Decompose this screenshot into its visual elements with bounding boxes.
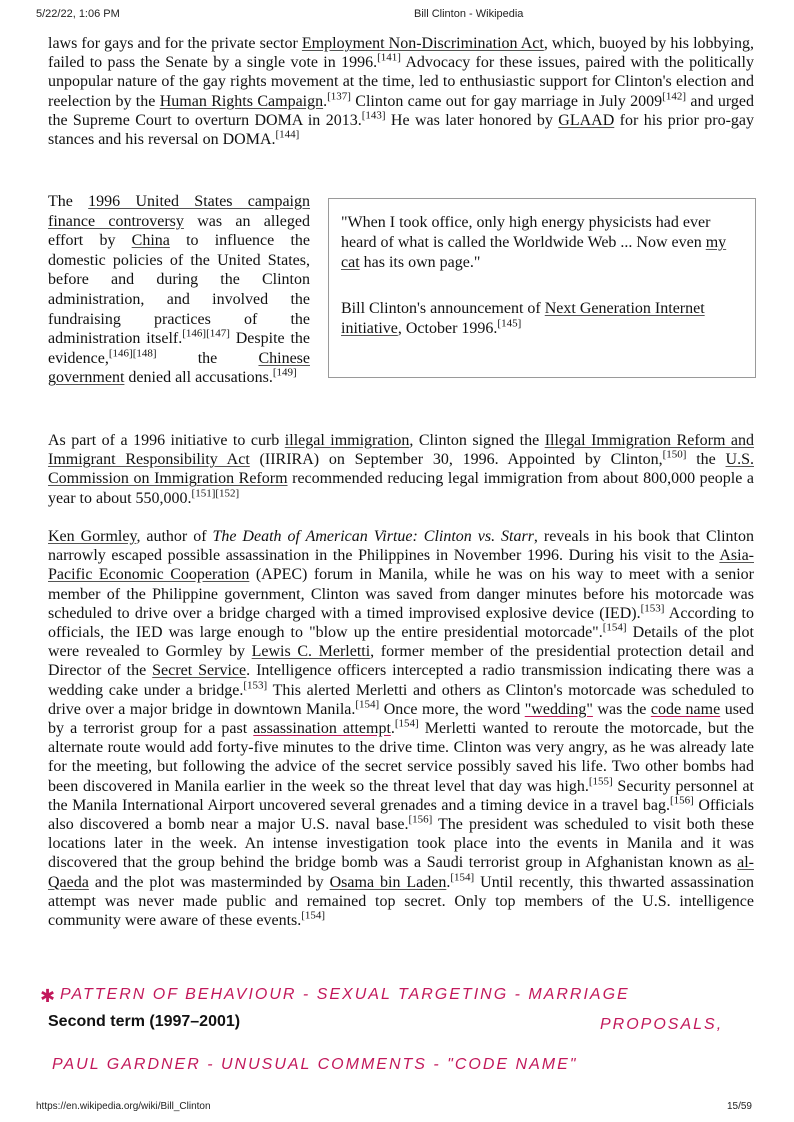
link-commission-immigration-reform[interactable]: U.S. Commission on Immigration Reform — [48, 451, 754, 488]
handwritten-note-line1b: PROPOSALS, — [600, 1016, 724, 1033]
print-page-number: 15/59 — [726, 1101, 752, 1112]
section-heading-second-term: Second term (1997–2001) — [48, 1013, 241, 1030]
ref-155[interactable]: [155] — [588, 775, 613, 788]
ref-142[interactable]: [142] — [662, 90, 686, 103]
link-next-generation-internet[interactable]: Next Generation Internet initiative — [341, 300, 705, 337]
ref-152[interactable]: [152] — [215, 487, 240, 500]
ref-145[interactable]: [145] — [497, 317, 522, 330]
paragraph-immigration: As part of a 1996 initiative to curb illegal immigration, Clinton signed the Illegal Immigration Reform and Immigrant Responsibility Act (IIRIRA) on September 30, 1996. Appointed by Clinton,[150] the U.S. Commission on Immigration Reform recommended reducing legal immigration from about 800,000 people a year to about 550,000.[151][152] — [48, 432, 755, 507]
link-glaad[interactable]: GLAAD — [558, 111, 615, 129]
ref-156b[interactable]: [156] — [408, 813, 433, 826]
link-code-name[interactable]: code name — [650, 700, 721, 718]
book-title: The Death of American Virtue: Clinton vs. Starr — [212, 528, 534, 545]
link-assassination-attempt[interactable]: assassination attempt — [253, 720, 391, 738]
handwritten-note-line2: PAUL GARDNER - UNUSUAL COMMENTS - "CODE NAME" — [52, 1056, 578, 1073]
link-illegal-immigration[interactable]: illegal immigration — [284, 432, 410, 449]
paragraph-campaign-finance: The 1996 United States campaign finance controversy was an alleged effort by China to influence the domestic policies of the United States, before and during the Clinton administration, and involved the fundraising practices of the administration itself.[146][147] Despite the evidence,[146][148] the Chinese government denied all accusations.[149] — [48, 193, 311, 387]
link-chinese-government[interactable]: Chinese government — [48, 349, 310, 387]
ref-149[interactable]: [149] — [272, 367, 297, 380]
link-ken-gormley[interactable]: Ken Gormley — [48, 528, 137, 545]
ref-153b[interactable]: [153] — [243, 679, 268, 692]
ref-156[interactable]: [156] — [669, 794, 694, 807]
link-human-rights-campaign[interactable]: Human Rights Campaign — [159, 92, 324, 110]
word-wedding-highlight: "wedding" — [524, 700, 593, 718]
paragraph-manila-plot: Ken Gormley, author of The Death of American Virtue: Clinton vs. Starr, reveals in his book that Clinton narrowly escaped possible assassination in the Philippines in November 1996. During his visit to the Asia-Pacific Economic Cooperation (APEC) forum in Manila, while he was on his way to meet with a senior member of the Philippine government, Clinton was saved from danger minutes before his motorcade was scheduled to drive over a bridge charged with a timed improvised explosive device (IED).[153] According to officials, the IED was large enough to "blow up the entire presidential motorcade".[154] Details of the plot were revealed to Gormley by Lewis C. Merletti, former member of the presidential protection detail and Director of the Secret Service. Intelligence officers intercepted a radio transmission indicating there was a wedding cake under a bridge.[153] This alerted Merletti and others as Clinton's motorcade was scheduled to drive over a major bridge in downtown Manila.[154] Once more, the word "wedding" was the code name used by a terrorist group for a past assassination attempt.[154] Merletti wanted to reroute the motorcade, but the alternate route would add forty-five minutes to the drive time. Clinton was very angry, as he was already late for the meeting, but following the advice of the secret service possibly saved his life. Two other bombs had been discovered in Manila earlier in the week so the threat level that day was high.[155] Security personnel at the Manila International Airport uncovered several grenades and a timing device in a travel bag.[156] Officials also discovered a bomb near a major U.S. naval base.[156] The president was scheduled to visit both these locations later in the week. An intense investigation took place into the events in Manila and it was discovered that the group behind the bridge bomb was a Saudi terrorist group in Afghanistan known as al-Qaeda and the plot was masterminded by Osama bin Laden.[154] Until recently, this thwarted assassination attempt was never made public and remained top secret. Only top members of the U.S. intelligence community were aware of these events.[154] — [48, 528, 755, 930]
link-lewis-merletti[interactable]: Lewis C. Merletti — [251, 643, 371, 661]
ref-137[interactable]: [137] — [327, 90, 351, 103]
ref-147[interactable]: [147] — [206, 327, 230, 340]
ref-153[interactable]: [153] — [640, 602, 665, 615]
link-campaign-finance-controversy[interactable]: 1996 United States campaign finance controversy — [48, 193, 310, 230]
ref-154[interactable]: [154] — [602, 621, 627, 634]
ref-144[interactable]: [144] — [275, 128, 300, 141]
quote-box — [328, 198, 756, 378]
print-url: https://en.wikipedia.org/wiki/Bill_Clinton — [36, 1101, 211, 1112]
asterisk-annotation-icon: ✱ — [40, 986, 56, 1006]
ref-151[interactable]: [151] — [191, 487, 216, 500]
link-osama-bin-laden[interactable]: Osama bin Laden — [329, 873, 447, 891]
link-al-qaeda[interactable]: al-Qaeda — [48, 854, 754, 891]
ref-154c[interactable]: [154] — [394, 717, 419, 730]
ref-154d[interactable]: [154] — [450, 871, 475, 884]
handwritten-note-line1: PATTERN OF BEHAVIOUR - SEXUAL TARGETING - MARRIAGE — [60, 986, 630, 1003]
link-secret-service[interactable]: Secret Service — [152, 662, 247, 680]
link-apec[interactable]: Asia-Pacific Economic Cooperation — [48, 547, 754, 584]
ref-154e[interactable]: [154] — [301, 909, 326, 922]
link-employment-non-discrimination-act[interactable]: Employment Non-Discrimination Act — [301, 35, 544, 52]
print-page-title: Bill Clinton - Wikipedia — [414, 8, 524, 20]
link-iirira[interactable]: Illegal Immigration Reform and Immigrant Responsibility Act — [48, 432, 755, 469]
ref-146b[interactable]: [146] — [108, 347, 133, 360]
print-date-time: 5/22/22, 1:06 PM — [36, 8, 120, 20]
link-china[interactable]: China — [131, 232, 170, 250]
ref-141[interactable]: [141] — [377, 51, 401, 64]
ref-146[interactable]: [146] — [182, 327, 207, 340]
paragraph-gay-rights: laws for gays and for the private sector Employment Non-Discrimination Act, which, buoyed by his lobbying, failed to pass the Senate by a single vote in 1996.[141] Advocacy for these issues, paired with the politically unpopular nature of the gay rights movement at the time, led to enthusiastic support for Clinton's election and reelection by the Human Rights Campaign.[137] Clinton came out for gay marriage in July 2009[142] and urged the Supreme Court to overturn DOMA in 2013.[143] He was later honored by GLAAD for his prior pro-gay stances and his reversal on DOMA.[144] — [48, 35, 755, 149]
ref-143[interactable]: [143] — [361, 109, 386, 122]
ref-154b[interactable]: [154] — [355, 698, 380, 711]
ref-148[interactable]: [148] — [132, 347, 157, 360]
link-my-cat[interactable]: my cat — [341, 234, 727, 271]
quote-text: "When I took office, only high energy physicists had ever heard of what is called the Worldwide Web ... Now even my cat has its own page." — [341, 214, 727, 271]
ref-150[interactable]: [150] — [662, 448, 687, 461]
quote-attribution: Bill Clinton's announcement of Next Generation Internet initiative, October 1996.[145] — [341, 300, 705, 337]
